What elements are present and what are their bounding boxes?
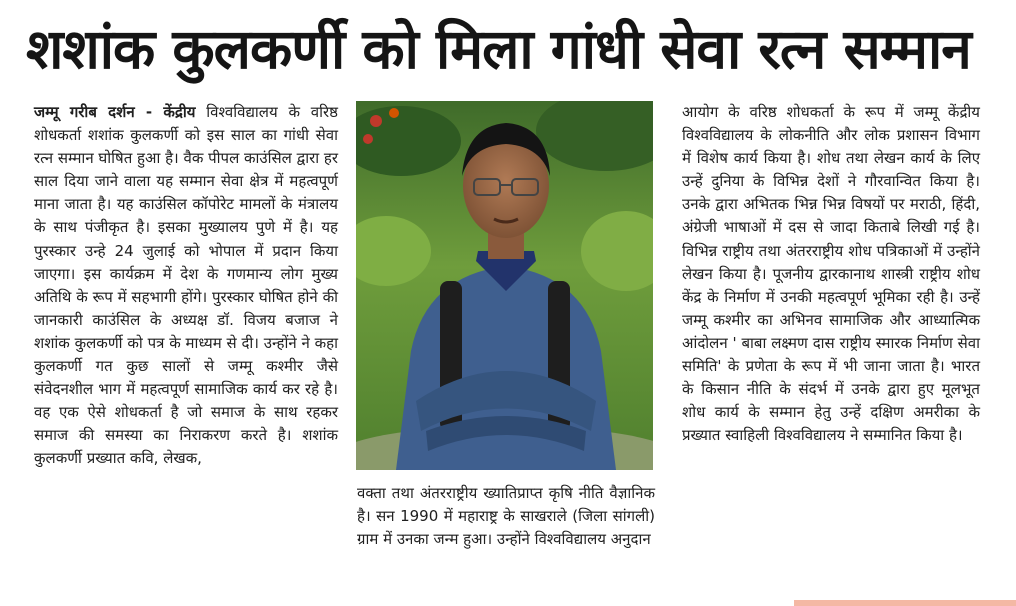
article-column-1 — [34, 101, 338, 471]
column-1-text: विश्वविद्यालय के वरिष्ठ शोधकर्ता शशांक कुलकर्णी को इस साल का गांधी सेवा रत्न सम्मान घोषित हुआ है। वैक पीपल काउंसिल द्वारा हर साल दिया जाने वाला यह सम्मान सेवा क्षेत्र में महत्वपूर्ण माना जाता है। यह काउंसिल कॉपोरेट मामलों के मंत्रालय के साथ पंजीकृत है। इसका मुख्यालय पुणे में है। यह पुरस्कार उन्हे 24 जुलाई को भोपाल में प्रदान किया जाएगा। इस कार्यक्रम में देश के गणमान्य लोग मुख्य अतिथि के रूप में सहभागी होंगे। पुरस्कार घोषित होने की जानकारी काउंसिल के अध्यक्ष डॉ. विजय बजाज ने शशांक कुलकर्णी को पत्र के माध्यम से दी। उन्होंने ने कहा कुलकर्णी गत कुछ सालों से जम्मू कश्मीर जैसे संवेदनशील भाग में महत्वपूर्ण सामाजिक कार्य कर रहे है। वह एक ऐसे शोधकर्ता है जो समाज के साथ रहकर समाज की समस्या का निराकरण करते है। शशांक कुलकर्णी प्रख्यात कवि, लेखक, — [34, 103, 338, 468]
dateline: जम्मू गरीब दर्शन - केंद्रीय — [34, 103, 196, 121]
article-column-2: वक्ता तथा अंतरराष्ट्रीय ख्यातिप्राप्त कृषि नीति वैज्ञानिक है। सन 1990 में महाराष्ट्र के साखराले (जिला सांगली) ग्राम में उनका जन्म हुआ। उन्होंने विश्वविद्यालय अनुदान — [357, 484, 655, 549]
headline: शशांक कुलकर्णी को मिला गांधी सेवा रत्न सम्मान — [26, 17, 971, 81]
article-column-3: आयोग के वरिष्ठ शोधकर्ता के रूप में जम्मू केंद्रीय विश्वविद्यालय के लोकनीति और लोक प्रशासन विभाग में विशेष कार्य किया है। शोध तथा लेखन कार्य के लिए उन्हें दुनिया के विभिन्न देशों ने गौरवान्वित किया है। उनके द्वारा अभितक भिन्न भिन्न विषयों पर मराठी, हिंदी, अंग्रेजी भाषाओं में दस से जादा किताबे लिखी गई है। विभिन्न राष्ट्रीय तथा अंतरराष्ट्रीय शोध पत्रिकाओं में उन्होंने लेखन किया है। पूजनीय द्वारकानाथ शास्त्री राष्ट्रीय शोध केंद्र के निर्माण में उनकी महत्वपूर्ण भूमिका रही है। उन्हें जम्मू कश्मीर का अभिनव सामाजिक और आध्यात्मिक आंदोलन ' बाबा लक्ष्मण दास राष्ट्रीय स्मारक निर्माण सेवा समिति' के प्रणेता के रूप में भी जाना जाता है। भारत के किसान नीति के संदर्भ में उनके द्वारा हुए मूलभूत शोध कार्य के सम्मान हेतु उन्हें दक्षिण अमरीका के प्रख्यात स्वाहिली विश्वविद्यालय ने सम्मानित किया है। — [682, 103, 980, 445]
portrait-illustration — [356, 101, 653, 470]
portrait-photo — [356, 101, 653, 470]
accent-bar — [794, 600, 1016, 606]
